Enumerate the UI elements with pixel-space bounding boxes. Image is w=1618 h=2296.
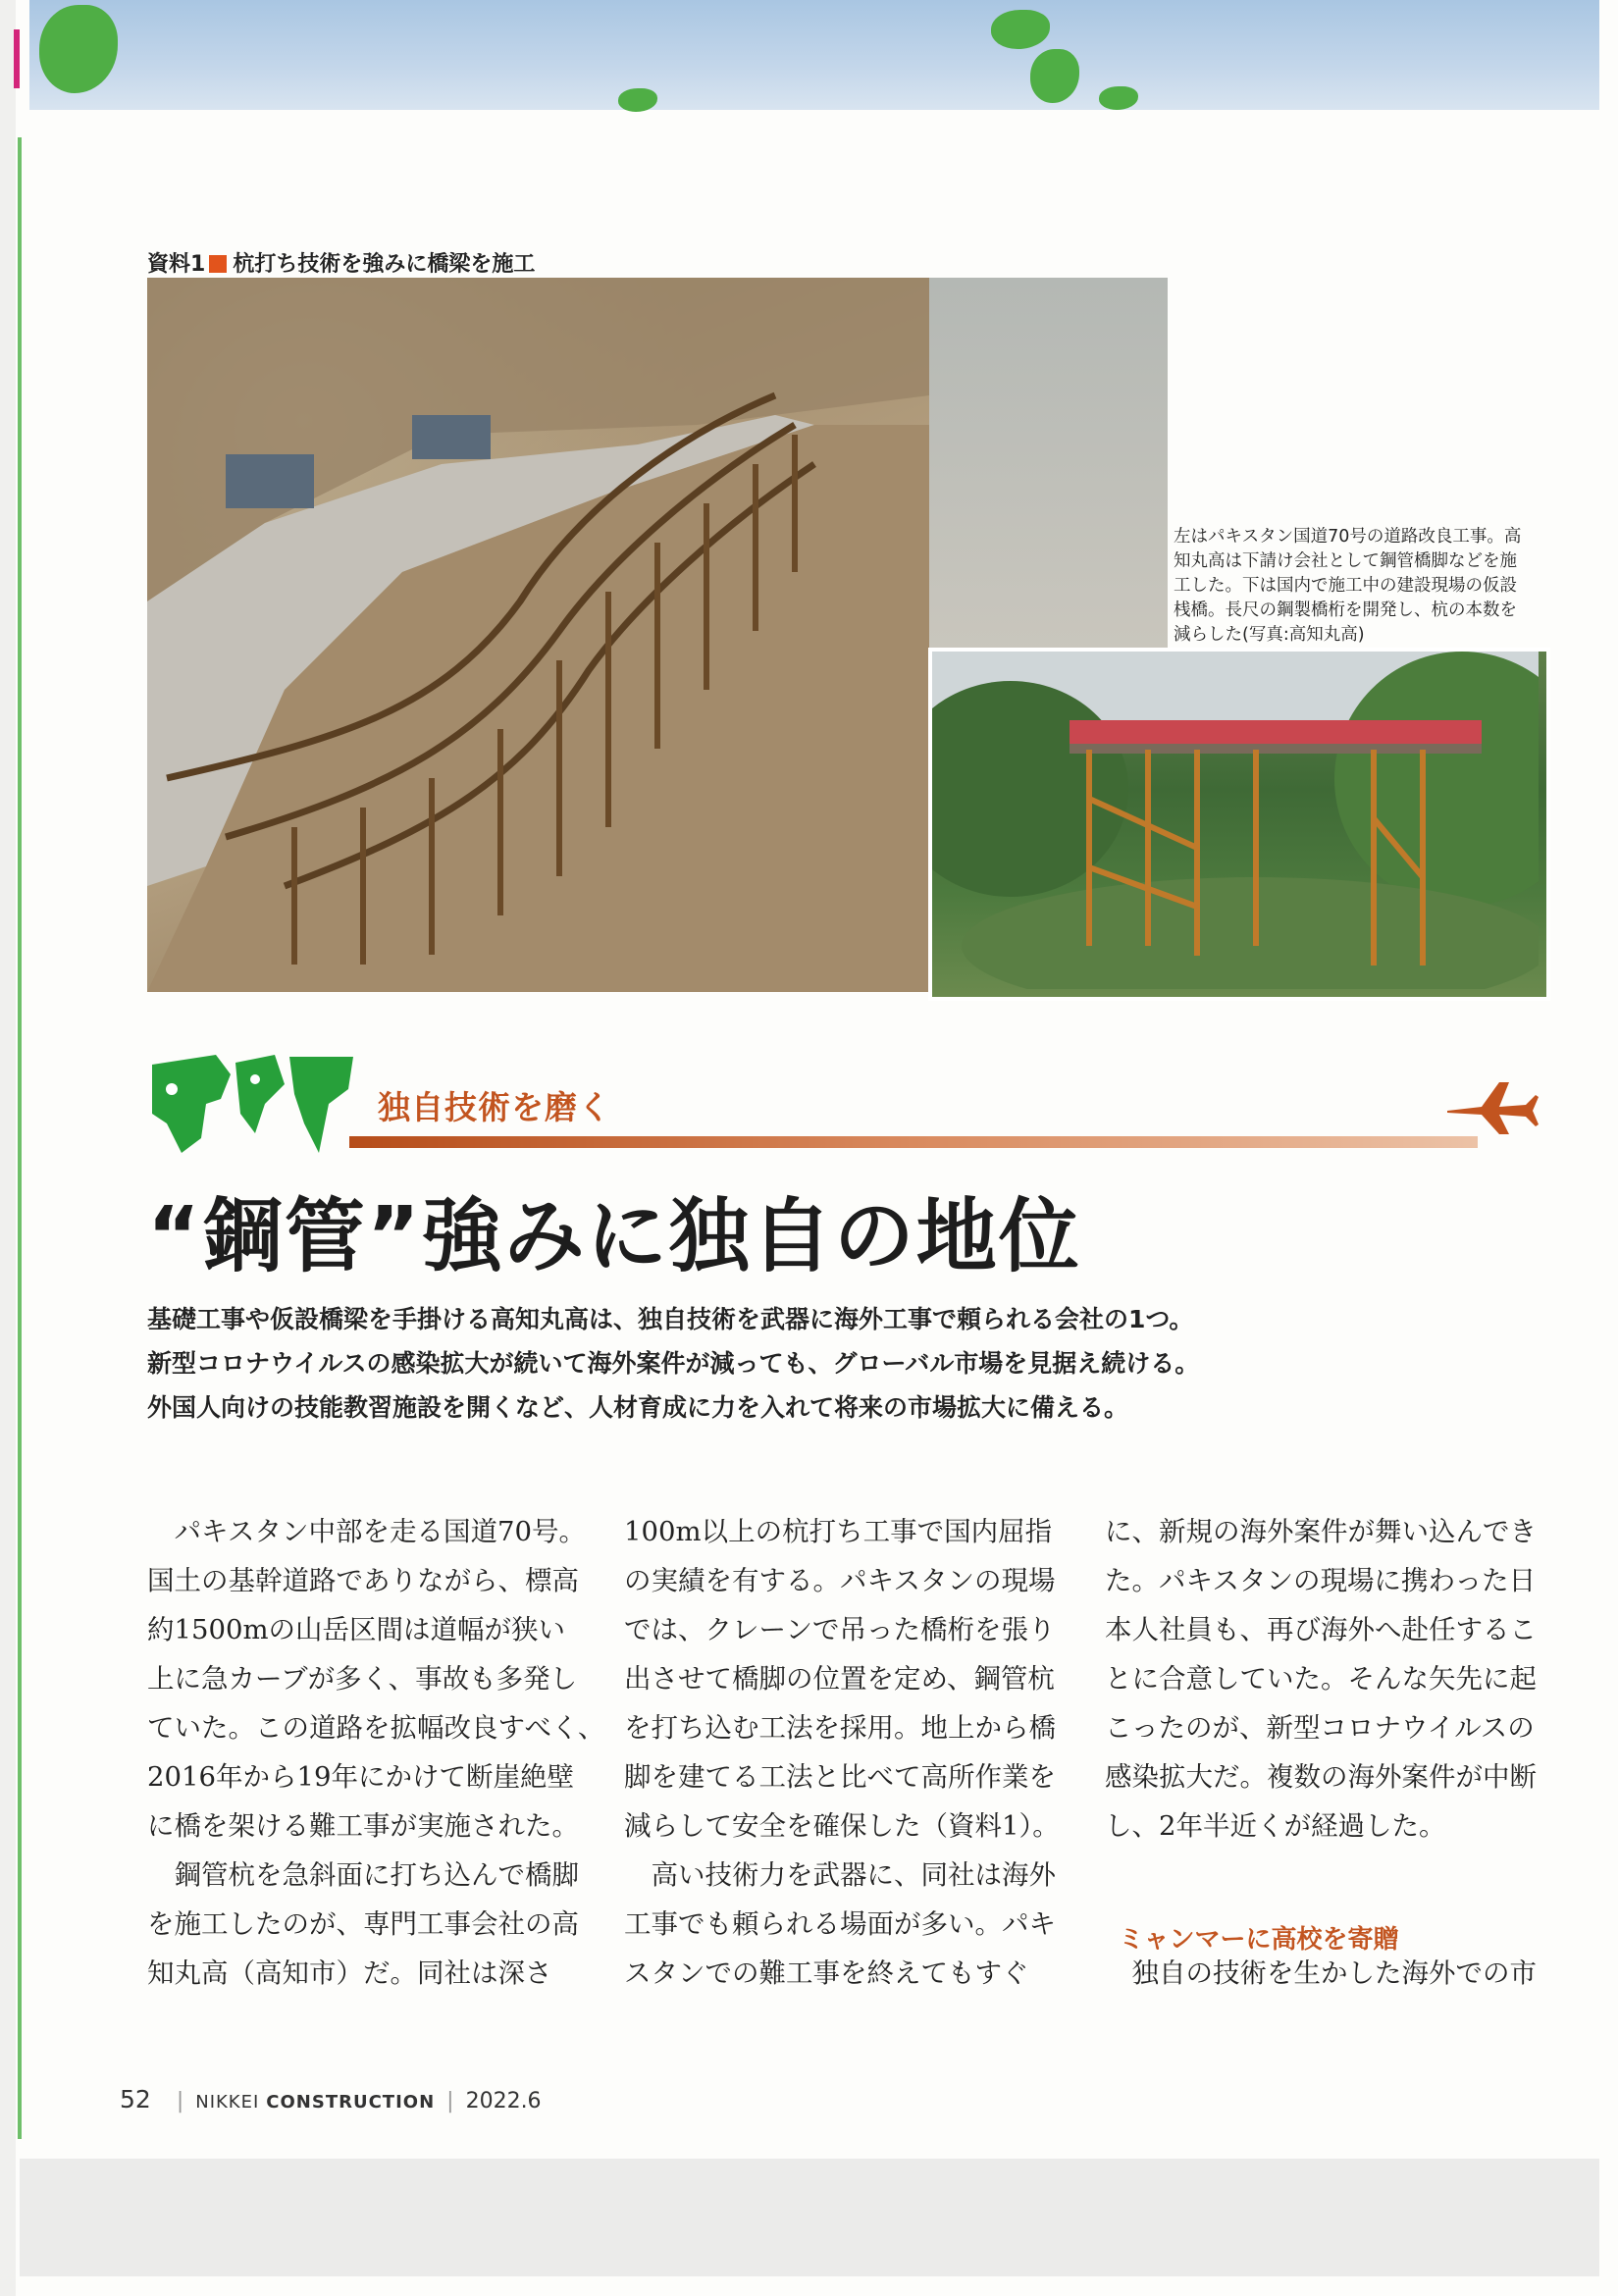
body-line: 脚を建てる工法と比べて高所作業を bbox=[624, 1761, 1056, 1793]
body-column-3 bbox=[1105, 1507, 1537, 1851]
bridge-illustration bbox=[147, 278, 929, 992]
body-line: に、新規の海外案件が舞い込んでき bbox=[1105, 1516, 1537, 1547]
page-number: 52 bbox=[120, 2085, 151, 2113]
body-line: 工事でも頼られる場面が多い。パキ bbox=[624, 1908, 1056, 1940]
page-footer bbox=[120, 2085, 542, 2113]
body-line: 国土の基幹道路でありながら、標高 bbox=[147, 1565, 579, 1596]
body-line: を施工したのが、専門工事会社の高 bbox=[147, 1908, 579, 1940]
body-line: の実績を有する。パキスタンの現場 bbox=[624, 1565, 1056, 1596]
body-line: 本人社員も、再び海外へ赴任するこ bbox=[1105, 1614, 1537, 1645]
body-line: 2016年から19年にかけて断崖絶壁 bbox=[147, 1761, 574, 1793]
footer-divider: | bbox=[176, 2089, 184, 2113]
article-headline: “鋼管”強みに独自の地位 bbox=[147, 1190, 1081, 1283]
figure-title: 杭打ち技術を強みに橋梁を施工 bbox=[233, 252, 536, 277]
body-column-1 bbox=[147, 1507, 604, 1998]
body-line: に橋を架ける難工事が実施された。 bbox=[147, 1810, 579, 1842]
issue-date: 2022.6 bbox=[465, 2089, 542, 2113]
bottom-edge bbox=[20, 2159, 1599, 2276]
body-line: こったのが、新型コロナウイルスの bbox=[1105, 1712, 1535, 1744]
photo-temporary-trestle bbox=[928, 648, 1550, 1001]
edge-marker bbox=[14, 29, 20, 88]
body-line: 知丸高（高知市）だ。同社は深さ bbox=[147, 1957, 552, 1989]
body-line: 減らして安全を確保した（資料1）。 bbox=[624, 1810, 1060, 1842]
body-line: 感染拡大だ。複数の海外案件が中断 bbox=[1105, 1761, 1537, 1793]
body-line: 独自の技術を生かした海外での市 bbox=[1105, 1957, 1537, 1989]
body-line: 出させて橋脚の位置を定め、鋼管杭 bbox=[624, 1663, 1055, 1695]
green-edge bbox=[18, 137, 22, 2139]
photo-right-background bbox=[929, 278, 1168, 651]
figure-label bbox=[147, 247, 535, 278]
photo-mountain-bridge bbox=[147, 278, 929, 992]
kicker-rule bbox=[349, 1136, 1478, 1148]
square-icon bbox=[209, 255, 227, 273]
caption-line: 工した。下は国内で施工中の建設現場の仮設 bbox=[1174, 576, 1517, 596]
magazine-name: CONSTRUCTION bbox=[266, 2092, 436, 2113]
body-line: を打ち込む工法を採用。地上から橋 bbox=[624, 1712, 1056, 1744]
body-line: 100m以上の杭打ち工事で国内屈指 bbox=[624, 1516, 1053, 1547]
top-sky-strip bbox=[29, 0, 1599, 110]
body-line: 約1500mの山岳区間は道幅が狭い bbox=[147, 1614, 566, 1645]
body-line: スタンでの難工事を終えてもすぐ bbox=[624, 1957, 1029, 1989]
airplane-icon bbox=[1442, 1077, 1540, 1140]
body-line: パキスタン中部を走る国道70号。 bbox=[147, 1516, 586, 1547]
figure-number: 資料1 bbox=[147, 252, 206, 277]
caption-line: 左はパキスタン国道70号の道路改良工事。高 bbox=[1174, 527, 1522, 547]
page-edge bbox=[0, 0, 16, 2296]
lead-line: 基礎工事や仮設橋梁を手掛ける高知丸高は、独自技術を武器に海外工事で頼られる会社の1つ。 bbox=[147, 1305, 1194, 1333]
body-column-2 bbox=[624, 1507, 1060, 1998]
section-subhead: ミャンマーに高校を寄贈 bbox=[1119, 1925, 1399, 1955]
body-line: 鋼管杭を急斜面に打ち込んで橋脚 bbox=[147, 1859, 579, 1891]
magazine-brand: NIKKEI bbox=[195, 2092, 260, 2113]
body-line: では、クレーンで吊った橋桁を張り bbox=[624, 1614, 1056, 1645]
body-line: 上に急カーブが多く、事故も多発し bbox=[147, 1663, 578, 1695]
caption-line: 知丸高は下請け会社として鋼管橋脚などを施 bbox=[1174, 551, 1517, 571]
lead-line: 新型コロナウイルスの感染拡大が続いて海外案件が減っても、グローバル市場を見据え続ける。 bbox=[147, 1349, 1200, 1378]
body-line: とに合意していた。そんな矢先に起 bbox=[1105, 1663, 1537, 1695]
footer-divider: | bbox=[446, 2089, 454, 2113]
figure-caption bbox=[1174, 525, 1546, 648]
caption-line: 桟橋。長尺の鋼製橋桁を開発し、杭の本数を bbox=[1174, 600, 1517, 620]
body-line: し、2年半近くが経過した。 bbox=[1105, 1810, 1446, 1842]
caption-line: 減らした(写真:高知丸高) bbox=[1174, 625, 1365, 645]
world-map-icon bbox=[147, 1045, 358, 1162]
trestle-illustration bbox=[932, 652, 1539, 989]
body-line: ていた。この道路を拡幅改良すべく、 bbox=[147, 1712, 605, 1744]
lead-line: 外国人向けの技能教習施設を開くなど、人材育成に力を入れて将来の市場拡大に備える。 bbox=[147, 1393, 1129, 1422]
body-line: た。パキスタンの現場に携わった日 bbox=[1105, 1565, 1537, 1596]
section-kicker: 独自技術を磨く bbox=[378, 1088, 611, 1126]
body-line: 高い技術力を武器に、同社は海外 bbox=[624, 1859, 1056, 1891]
